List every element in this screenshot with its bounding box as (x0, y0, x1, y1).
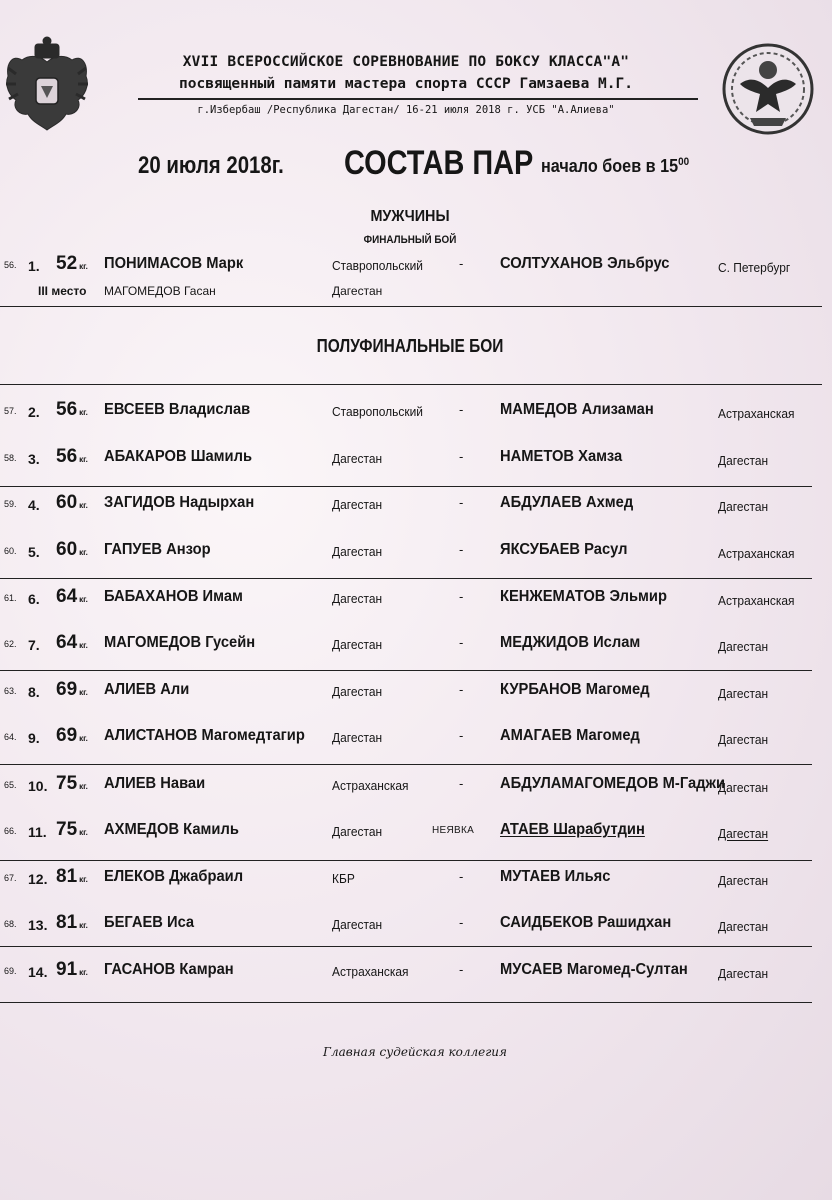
weight-class (56, 492, 88, 514)
weight-class (56, 819, 88, 841)
bout-seq: 61. (4, 593, 17, 603)
divider (0, 1002, 812, 1003)
weight-unit: кг. (79, 548, 88, 557)
blue-corner-region: Астраханская (718, 406, 795, 421)
red-corner-name: АЛИЕВ Али (104, 681, 190, 698)
bout-number: 7. (28, 637, 40, 653)
blue-corner-region: Дагестан (718, 919, 769, 934)
blue-corner-name: АБДУЛАЕВ Ахмед (500, 494, 634, 511)
bout-row (0, 912, 832, 941)
event-dedication: посвященный памяти мастера спорта СССР Гамзаева М.Г. (179, 76, 633, 92)
weight-class (56, 632, 88, 654)
weight-value: 81 (56, 866, 78, 887)
red-corner-region: Дагестан (332, 544, 383, 559)
weight-value: 91 (56, 959, 78, 980)
red-corner-region: Дагестан (332, 637, 383, 652)
bout-seq: 65. (4, 780, 17, 790)
blue-corner-name: АТАЕВ Шарабутдин (500, 821, 645, 838)
bout-row (0, 773, 832, 802)
bout-seq: 64. (4, 732, 17, 742)
red-corner-name: МАГОМЕДОВ Гусейн (104, 634, 256, 651)
blue-corner-name: СОЛТУХАНОВ Эльбрус (500, 255, 670, 272)
blue-corner-name: МЕДЖИДОВ Ислам (500, 634, 641, 651)
bout-row (0, 725, 832, 754)
bout-row (0, 586, 832, 615)
weight-value: 56 (56, 446, 78, 467)
blue-corner-region: Дагестан (718, 780, 769, 795)
bout-separator: - (459, 962, 464, 977)
blue-corner-name: КУРБАНОВ Магомед (500, 681, 650, 698)
red-corner-region: КБР (332, 871, 355, 886)
weight-value: 64 (56, 586, 78, 607)
red-corner-region: Ставропольский (332, 258, 423, 273)
blue-corner-name: МУСАЕВ Магомед-Султан (500, 961, 688, 978)
weight-class (56, 912, 88, 934)
red-corner-name: АБАКАРОВ Шамиль (104, 448, 253, 465)
weight-unit: кг. (79, 501, 88, 510)
bout-seq: 62. (4, 639, 17, 649)
blue-corner-region: Дагестан (718, 499, 769, 514)
blue-corner-region: Дагестан (718, 639, 769, 654)
blue-corner-region: Дагестан (718, 453, 769, 468)
weight-value: 60 (56, 492, 78, 513)
weight-unit: кг. (79, 734, 88, 743)
bout-separator: - (459, 682, 464, 697)
bout-number: 6. (28, 591, 40, 607)
bout-seq: 68. (4, 919, 17, 929)
header-divider (138, 98, 698, 100)
third-place-label: III место (38, 284, 87, 298)
start-time (541, 156, 689, 177)
bout-separator: - (459, 635, 464, 650)
third-place-region: Дагестан (332, 284, 383, 298)
blue-corner-name: АМАГАЕВ Магомед (500, 727, 640, 744)
weight-class (56, 959, 88, 981)
red-corner-name: ПОНИМАСОВ Марк (104, 255, 244, 272)
red-corner-name: ЕВСЕЕВ Владислав (104, 401, 251, 418)
bout-seq: 57. (4, 406, 17, 416)
bout-row (0, 679, 832, 708)
bout-number: 3. (28, 451, 40, 467)
bout-number: 1. (28, 258, 40, 274)
weight-class (56, 586, 88, 608)
weight-unit: кг. (79, 688, 88, 697)
bout-separator: - (459, 495, 464, 510)
bout-row (0, 959, 832, 988)
divider (0, 946, 812, 947)
bout-number: 11. (28, 824, 47, 840)
red-corner-region: Дагестан (332, 497, 383, 512)
bout-row (0, 819, 832, 848)
event-location-dates: г.Избербаш /Республика Дагестан/ 16-21 июля 2018 г. УСБ "А.Алиева" (197, 104, 615, 116)
bout-seq: 58. (4, 453, 17, 463)
weight-value: 69 (56, 725, 78, 746)
red-corner-name: БЕГАЕВ Иса (104, 914, 195, 931)
red-corner-region: Дагестан (332, 591, 383, 606)
weight-value: 81 (56, 912, 78, 933)
divider (0, 384, 822, 385)
weight-value: 56 (56, 399, 78, 420)
bout-row (0, 632, 832, 661)
red-corner-region: Астраханская (332, 964, 409, 979)
signature-line: Главная судейская коллегия (323, 1045, 507, 1059)
blue-corner-name: НАМЕТОВ Хамза (500, 448, 623, 465)
bout-number: 9. (28, 730, 40, 746)
russian-coat-of-arms-icon (2, 34, 92, 138)
weight-value: 75 (56, 819, 78, 840)
blue-corner-region: Дагестан (718, 873, 769, 888)
red-corner-name: БАБАХАНОВ Имам (104, 588, 243, 605)
bout-seq: 67. (4, 873, 17, 883)
blue-corner-region: С. Петербург (718, 260, 791, 275)
weight-unit: кг. (79, 782, 88, 791)
weight-value: 52 (56, 253, 78, 274)
weight-value: 64 (56, 632, 78, 653)
weight-value: 60 (56, 539, 78, 560)
blue-corner-name: МАМЕДОВ Ализаман (500, 401, 654, 418)
blue-corner-region: Астраханская (718, 593, 795, 608)
bout-number: 14. (28, 964, 48, 980)
final-bout-row (0, 253, 832, 282)
red-corner-region: Дагестан (332, 451, 383, 466)
bout-number: 4. (28, 497, 40, 513)
blue-corner-region: Дагестан (718, 966, 769, 981)
weight-class (56, 679, 88, 701)
divider (0, 764, 812, 765)
weight-value: 75 (56, 773, 78, 794)
red-corner-region: Астраханская (332, 778, 409, 793)
weight-unit: кг. (79, 595, 88, 604)
red-corner-name: АХМЕДОВ Камиль (104, 821, 239, 838)
bout-row (0, 399, 832, 428)
weight-class (56, 866, 88, 888)
divider (0, 306, 822, 307)
bout-seq: 63. (4, 686, 17, 696)
start-hour: 15 (660, 156, 679, 176)
red-corner-region: Дагестан (332, 730, 383, 745)
section-men: МУЖЧИНЫ (370, 208, 450, 225)
weight-class (56, 539, 88, 561)
bout-row (0, 492, 832, 521)
weight-class (56, 773, 88, 795)
red-corner-name: АЛИЕВ Наваи (104, 775, 206, 792)
bout-separator: - (459, 869, 464, 884)
weight-class (56, 725, 88, 747)
weight-class (56, 446, 88, 468)
red-corner-name: ГАПУЕВ Анзор (104, 541, 211, 558)
bout-seq: 56. (4, 260, 17, 270)
bout-seq: 66. (4, 826, 17, 836)
red-corner-region: Ставропольский (332, 404, 423, 419)
bout-separator: - (459, 728, 464, 743)
divider (0, 578, 812, 579)
red-corner-region: Дагестан (332, 824, 383, 839)
weight-class (56, 399, 88, 421)
divider (0, 860, 812, 861)
page-title: СОСТАВ ПАР (344, 144, 534, 182)
bout-separator: - (459, 589, 464, 604)
start-minutes: 00 (678, 156, 690, 168)
third-place-name: МАГОМЕДОВ Гасан (104, 284, 216, 298)
red-corner-name: ЕЛЕКОВ Джабраил (104, 868, 244, 885)
section-semifinals: ПОЛУФИНАЛЬНЫЕ БОИ (316, 336, 504, 356)
bout-row (0, 539, 832, 568)
weight-unit: кг. (79, 828, 88, 837)
weight-unit: кг. (79, 641, 88, 650)
no-show-mark: НЕЯВКА (432, 825, 475, 836)
weight-unit: кг. (79, 921, 88, 930)
bout-separator: - (459, 542, 464, 557)
weight-class (56, 253, 88, 275)
red-corner-name: ЗАГИДОВ Надырхан (104, 494, 255, 511)
bout-number: 13. (28, 917, 48, 933)
blue-corner-region: Дагестан (718, 732, 769, 747)
bout-number: 8. (28, 684, 40, 700)
bout-row (0, 446, 832, 475)
section-final: ФИНАЛЬНЫЙ БОЙ (363, 234, 457, 246)
third-place-row (0, 284, 832, 304)
weight-unit: кг. (79, 262, 88, 271)
weight-unit: кг. (79, 875, 88, 884)
blue-corner-name: АБДУЛАМАГОМЕДОВ М-Гаджи (500, 775, 725, 792)
bout-seq: 60. (4, 546, 17, 556)
divider (0, 670, 812, 671)
bout-separator: - (459, 402, 464, 417)
bout-date: 20 июля 2018г. (138, 152, 284, 179)
start-label: начало боев в (541, 156, 656, 176)
blue-corner-name: ЯКСУБАЕВ Расул (500, 541, 628, 558)
weight-value: 69 (56, 679, 78, 700)
bout-seq: 69. (4, 966, 17, 976)
blue-corner-region: Астраханская (718, 546, 795, 561)
bout-number: 5. (28, 544, 40, 560)
bout-separator: - (459, 776, 464, 791)
bout-number: 12. (28, 871, 48, 887)
bout-separator: - (459, 449, 464, 464)
bout-row (0, 866, 832, 895)
red-corner-region: Дагестан (332, 684, 383, 699)
bout-number: 10. (28, 778, 48, 794)
weight-unit: кг. (79, 455, 88, 464)
dagestan-coat-of-arms-icon (720, 40, 816, 138)
red-corner-name: ГАСАНОВ Камран (104, 961, 234, 978)
bout-separator: - (459, 256, 464, 271)
bout-number: 2. (28, 404, 40, 420)
divider (0, 486, 812, 487)
bout-seq: 59. (4, 499, 17, 509)
blue-corner-name: МУТАЕВ Ильяс (500, 868, 611, 885)
event-title: XVII ВСЕРОССИЙСКОЕ СОРЕВНОВАНИЕ ПО БОКСУ КЛАССА"А" (182, 54, 630, 70)
bout-separator: - (459, 915, 464, 930)
red-corner-name: АЛИСТАНОВ Магомедтагир (104, 727, 305, 744)
weight-unit: кг. (79, 408, 88, 417)
document-title-row (138, 144, 738, 188)
blue-corner-name: САИДБЕКОВ Рашидхан (500, 914, 672, 931)
blue-corner-name: КЕНЖЕМАТОВ Эльмир (500, 588, 667, 605)
weight-unit: кг. (79, 968, 88, 977)
blue-corner-region: Дагестан (718, 686, 769, 701)
blue-corner-region: Дагестан (718, 826, 769, 841)
red-corner-region: Дагестан (332, 917, 383, 932)
